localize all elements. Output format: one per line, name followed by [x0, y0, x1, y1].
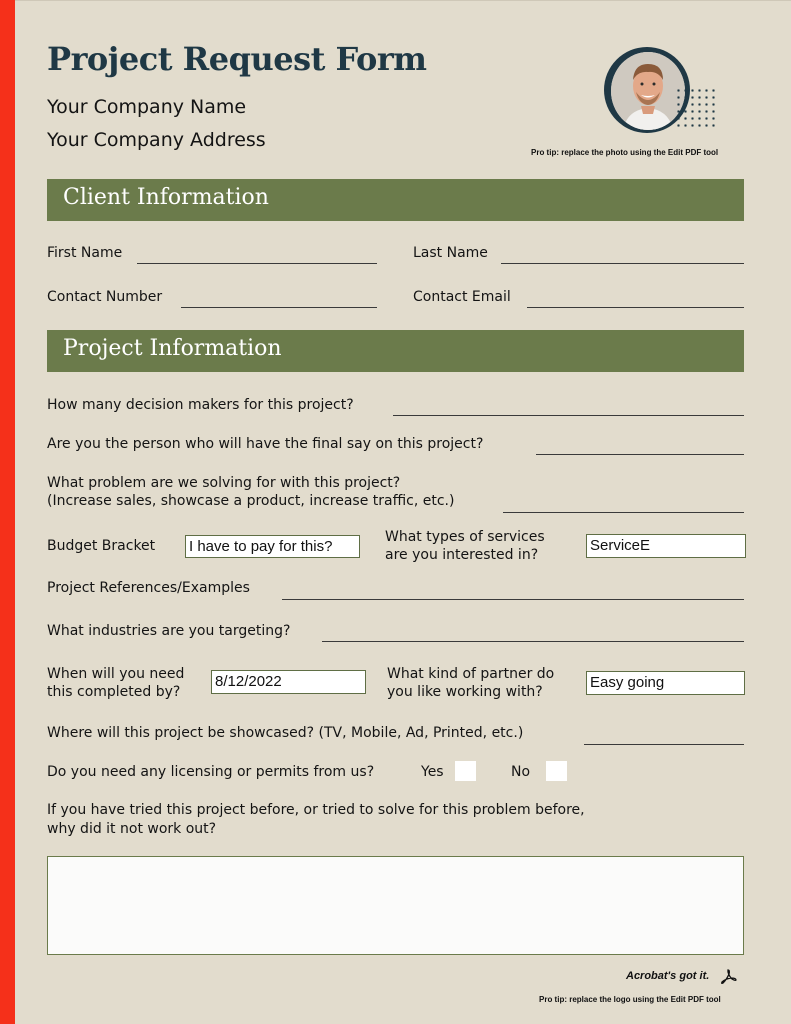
- decorative-dots: [675, 87, 715, 131]
- person-photo-icon: [611, 52, 685, 130]
- decision-makers-field[interactable]: [393, 415, 744, 416]
- company-name: Your Company Name: [47, 96, 247, 118]
- showcase-field[interactable]: [584, 744, 744, 745]
- tried-before-label-line1: If you have tried this project before, or tried to solve for this problem before,: [47, 802, 585, 818]
- completion-label-line1: When will you need: [47, 666, 185, 682]
- yes-label: Yes: [421, 764, 444, 780]
- last-name-label: Last Name: [413, 245, 488, 261]
- no-label: No: [511, 764, 531, 780]
- partner-label-line2: you like working with?: [387, 684, 543, 700]
- first-name-label: First Name: [47, 245, 123, 261]
- first-name-field[interactable]: [137, 263, 377, 264]
- problem-label-line2: (Increase sales, showcase a product, increase traffic, etc.): [47, 493, 455, 509]
- partner-input[interactable]: Easy going: [586, 671, 745, 695]
- industries-field[interactable]: [322, 641, 744, 642]
- tried-before-textarea[interactable]: [47, 856, 744, 955]
- left-accent-bar: [0, 0, 15, 1024]
- services-input[interactable]: ServiceE: [586, 534, 746, 558]
- tried-before-label-line2: why did it not work out?: [47, 821, 217, 837]
- references-label: Project References/Examples: [47, 580, 250, 596]
- brand-tagline: Acrobat's got it.: [626, 970, 710, 982]
- client-section-header: [47, 179, 744, 221]
- photo-tip: Pro tip: replace the photo using the Edit PDF tool: [531, 148, 719, 157]
- client-section-title: Client Information: [63, 185, 269, 210]
- acrobat-logo-icon: [720, 968, 738, 986]
- last-name-field[interactable]: [501, 263, 744, 264]
- page-title: Project Request Form: [47, 40, 427, 78]
- avatar: [611, 52, 685, 130]
- final-say-label: Are you the person who will have the final say on this project?: [47, 436, 484, 452]
- budget-label: Budget Bracket: [47, 538, 156, 554]
- references-field[interactable]: [282, 599, 744, 600]
- completion-label-line2: this completed by?: [47, 684, 181, 700]
- industries-label: What industries are you targeting?: [47, 623, 291, 639]
- services-label-line2: are you interested in?: [385, 547, 539, 563]
- project-section-header: [47, 330, 744, 372]
- contact-email-label: Contact Email: [413, 289, 511, 305]
- services-label-line1: What types of services: [385, 529, 545, 545]
- showcase-label: Where will this project be showcased? (TV, Mobile, Ad, Printed, etc.): [47, 725, 524, 741]
- logo-tip: Pro tip: replace the logo using the Edit PDF tool: [539, 995, 721, 1004]
- licensing-label: Do you need any licensing or permits from us?: [47, 764, 375, 780]
- final-say-field[interactable]: [536, 454, 744, 455]
- partner-label-line1: What kind of partner do: [387, 666, 555, 682]
- completion-date-input[interactable]: 8/12/2022: [211, 670, 366, 694]
- budget-input[interactable]: I have to pay for this?: [185, 535, 360, 558]
- problem-field[interactable]: [503, 512, 744, 513]
- company-address: Your Company Address: [47, 129, 266, 151]
- project-section-title: Project Information: [63, 336, 282, 361]
- top-border: [15, 0, 791, 1]
- yes-checkbox[interactable]: [455, 761, 476, 781]
- contact-email-field[interactable]: [527, 307, 744, 308]
- no-checkbox[interactable]: [546, 761, 567, 781]
- contact-number-field[interactable]: [181, 307, 377, 308]
- problem-label-line1: What problem are we solving for with this project?: [47, 475, 401, 491]
- contact-number-label: Contact Number: [47, 289, 163, 305]
- decision-makers-label: How many decision makers for this project?: [47, 397, 354, 413]
